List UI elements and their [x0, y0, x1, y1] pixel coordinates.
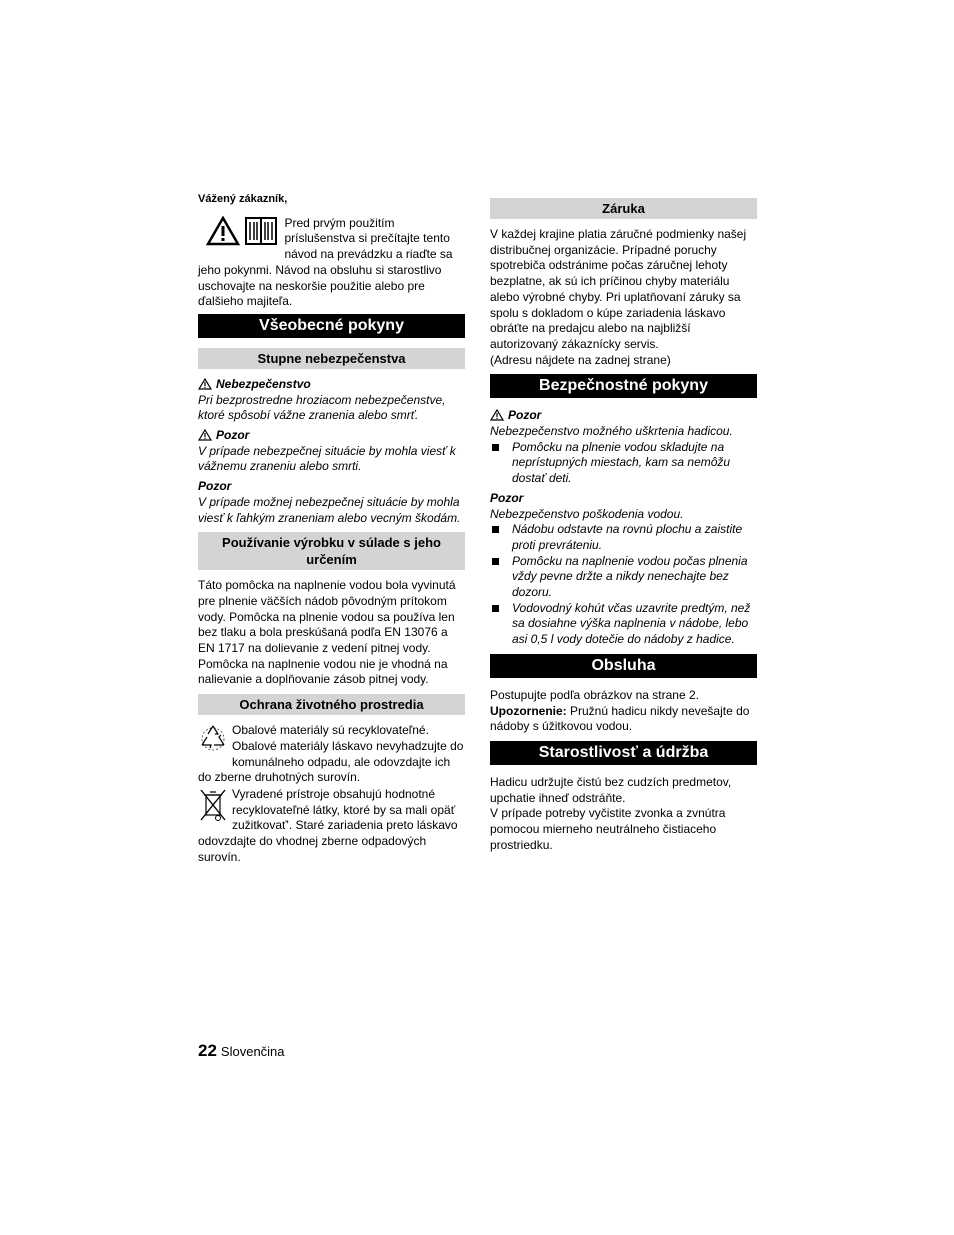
danger-text: Pri bezprostredne hroziacom nebezpečenstve, ktoré spôsobí vážne zranenia alebo smrť.: [198, 392, 446, 423]
safety-warning-1-text: Nebezpečenstvo možného uškrtenia hadicou.: [490, 424, 733, 439]
env-block-2: [198, 787, 465, 866]
intro-text: Pred prvým použitím príslušenstva si prečítajte tento návod na prevádzku a riaďte sa jeho pokynmi. Návod na obsluhu si starostlivo uschovajte na neskoršie použitie alebo pre ďalšieho majiteľa.: [198, 215, 453, 309]
safety-warning-2-text: Nebezpečenstvo poškodenia vodou.: [490, 506, 684, 521]
section-title-safety: Bezpečnostné pokyny: [490, 374, 757, 398]
warning-triangle-icon: [206, 216, 240, 246]
section-title-operation: Obsluha: [490, 654, 757, 678]
recycle-icon-wrap: [198, 723, 228, 758]
right-column: [490, 198, 757, 854]
caution-text: V prípade možnej nebezpečnej situácie by mohla viesť k ľahkým zraneniam alebo vecným škodám.: [198, 494, 461, 525]
caution-label: Pozor: [198, 479, 232, 494]
warning-manual-icons: [206, 216, 278, 251]
safety-warning-2-list: [490, 522, 757, 648]
section-title-warranty: Záruka: [490, 198, 757, 219]
list-item: Pomôcku na plnenie vodou skladujte na neprístupných miestach, kam sa nemôžu dostať deti.: [490, 440, 757, 487]
list-item: Pomôcku na naplnenie vodou počas plnenia vždy pevne držte a nikdy nenechajte bez dozoru.: [490, 554, 757, 601]
danger-heading: [198, 377, 465, 393]
subsection-title-environment: Ochrana životného prostredia: [198, 694, 465, 715]
care-text-1: Hadicu udržujte čistú bez cudzích predmetov, upchatie ihneď odstráňte.: [490, 774, 732, 805]
safety-warning-1-heading: [490, 408, 757, 424]
section-title-general: Všeobecné pokyny: [198, 314, 465, 338]
greeting: Vážený zákazník,: [198, 193, 288, 205]
usage-text: Táto pomôcka na naplnenie vodou bola vyvinutá pre plnenie väčších nádob pôvodným prítokom vody. Pomôcka na plnenie vodou sa používa len bez tlaku a bola preskúšaná podľa EN 13076 a EN 1717 na dolievanie z vedení pitnej vody. Pomôcka na naplnenie vodou nie je vhodná na nalievanie a doplňovanie zásob pitnej vody.: [198, 578, 456, 687]
page-number: 22: [198, 1041, 217, 1060]
manual-book-icon: [244, 216, 278, 246]
subsection-title-hazard-levels: Stupne nebezpečenstva: [198, 348, 465, 369]
left-column: [198, 192, 465, 866]
list-item: Nádobu odstavte na rovnú plochu a zaistite proti prevráteniu.: [490, 522, 757, 553]
recycle-icon: [198, 723, 228, 753]
subsection-title-intended-use: Používanie výrobku v súlade s jeho určením: [198, 532, 465, 570]
warning-label: Pozor: [216, 428, 250, 443]
safety-warning-1-label: Pozor: [508, 408, 542, 423]
danger-label: Nebezpečenstvo: [216, 376, 311, 391]
list-item: Vodovodný kohút včas uzavrite predtým, než sa dosiahne výška naplnenia v nádobe, lebo asi 0,5 l vody dotečie do nádoby z hadice.: [490, 601, 757, 648]
page-footer: [198, 1041, 285, 1061]
warranty-address: (Adresu nájdete na zadnej strane): [490, 352, 671, 367]
env-text-2: Vyradené prístroje obsahujú hodnotné recyklovateľné látky, ktoré by sa mali opäť zužitkovať'. Staré zariadenia preto láskavo odovzdajte do vhodnej zberne odpadových surovín.: [198, 786, 458, 864]
operation-note: [490, 704, 757, 735]
warning-triangle-icon: [198, 429, 212, 441]
warranty-text: V každej krajine platia záručné podmienky našej distribučnej organizácie. Prípadné poruchy spotrebiča odstránime počas záručnej lehoty bezplatne, ak sú ich príčinou chyby materiálu alebo výrobné chyby. Pri uplatňovaní záruky sa spolu s dokladom o kúpe zariadenia láskavo obráťte na predajcu alebo na najbližší autorizovaný zákaznícky servis.: [490, 227, 747, 351]
page-language: Slovenčina: [220, 1044, 285, 1059]
safety-warning-1-list: [490, 440, 757, 487]
warning-triangle-icon: [490, 409, 504, 421]
intro-block: [198, 216, 465, 310]
crossed-bin-icon: [198, 787, 228, 823]
env-text-1: Obalové materiály sú recyklovateľné. Obalové materiály láskavo nevyhadzujte do komunálneho odpadu, ale odovzdajte ich do zberne druhotných surovín.: [198, 723, 464, 785]
warning-heading: [198, 428, 465, 444]
note-text: Pružnú hadicu nikdy nevešajte do nádoby s úžitkovou vodou.: [490, 703, 750, 734]
care-text-2: V prípade potreby vyčistite zvonka a zvnútra pomocou mierneho neutrálneho čistiaceho prostriedku.: [490, 806, 726, 852]
operation-text: Postupujte podľa obrázkov na strane 2.: [490, 687, 699, 702]
warning-triangle-icon: [198, 378, 212, 390]
safety-warning-2-label: Pozor: [490, 490, 524, 505]
note-label: Upozornenie:: [490, 703, 567, 718]
crossed-bin-icon-wrap: [198, 787, 228, 828]
env-block-1: [198, 723, 465, 786]
warning-text: V prípade nebezpečnej situácie by mohla viesť k vážnemu zraneniu alebo smrti.: [198, 443, 456, 474]
section-title-care: Starostlivosť a údržba: [490, 741, 757, 765]
